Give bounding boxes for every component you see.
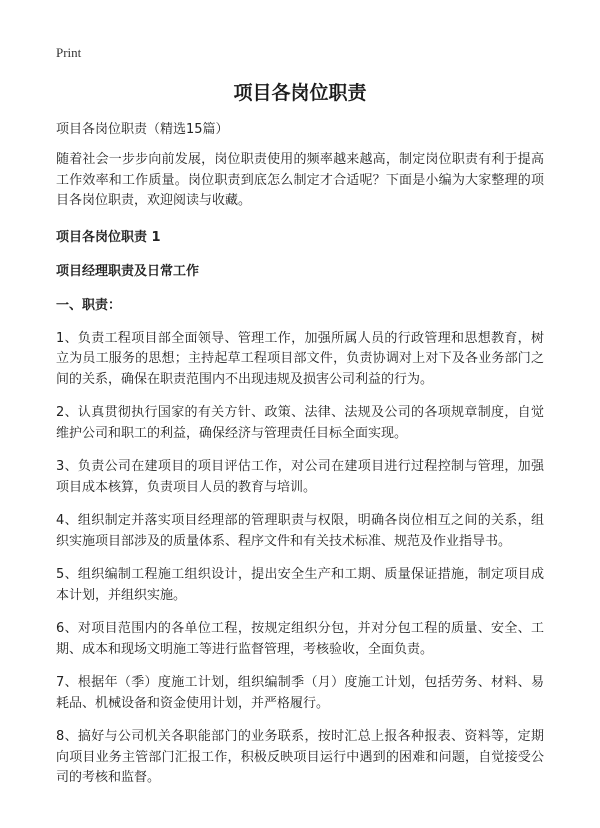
- duty-item: 3、负责公司在建项目的项目评估工作，对公司在建项目进行过程控制与管理，加强项目成本核算，负责项目人员的教育与培训。: [56, 459, 544, 495]
- intro-paragraph: 随着社会一步步向前发展，岗位职责使用的频率越来越高，制定岗位职责有利于提高工作效率和工作质量。岗位职责到底怎么制定才合适呢？下面是小编为大家整理的项目各岗位职责，欢迎阅读与收藏。: [56, 152, 544, 208]
- subsection-heading: 项目经理职责及日常工作: [56, 263, 200, 279]
- duty-item: 4、组织制定并落实项目经理部的管理职责与权限，明确各岗位相互之间的关系，组织实施项目部涉及的质量体系、程序文件和有关技术标准、规范及作业指导书。: [56, 513, 544, 549]
- duty-item: 8、搞好与公司机关各职能部门的业务联系，按时汇总上报各种报表、资料等，定期向项目业务主管部门汇报工作，积极反映项目运行中遇到的困难和问题，自觉接受公司的考核和监督。: [56, 729, 544, 785]
- document-subtitle: 项目各岗位职责（精选15篇）: [56, 122, 229, 137]
- page-title: 项目各岗位职责: [233, 82, 367, 104]
- duty-item: 7、根据年（季）度施工计划，组织编制季（月）度施工计划，包括劳务、材料、易耗品、机械设备和资金使用计划，并严格履行。: [56, 675, 544, 711]
- print-label: Print: [56, 45, 82, 60]
- duty-item: 5、组织编制工程施工组织设计，提出安全生产和工期、质量保证措施，制定项目成本计划，并组织实施。: [56, 567, 544, 603]
- duties-heading: 一、职责：: [56, 297, 122, 313]
- duties-list: [56, 329, 544, 789]
- duty-item: 2、认真贯彻执行国家的有关方针、政策、法律、法规及公司的各项规章制度，自觉维护公司和职工的利益，确保经济与管理责任目标全面实现。: [56, 405, 544, 441]
- section-heading: 项目各岗位职责 1: [56, 229, 161, 245]
- duty-item: 6、对项目范围内的各单位工程，按规定组织分包，并对分包工程的质量、安全、工期、成本和现场文明施工等进行监督管理，考核验收，全面负责。: [56, 621, 544, 657]
- duty-item: 1、负责工程项目部全面领导、管理工作，加强所属人员的行政管理和思想教育，树立为员工服务的思想；主持起草工程项目部文件，负责协调对上对下及各业务部门之间的关系，确保在职责范围内不出现违规及损害公司利益的行为。: [56, 330, 544, 387]
